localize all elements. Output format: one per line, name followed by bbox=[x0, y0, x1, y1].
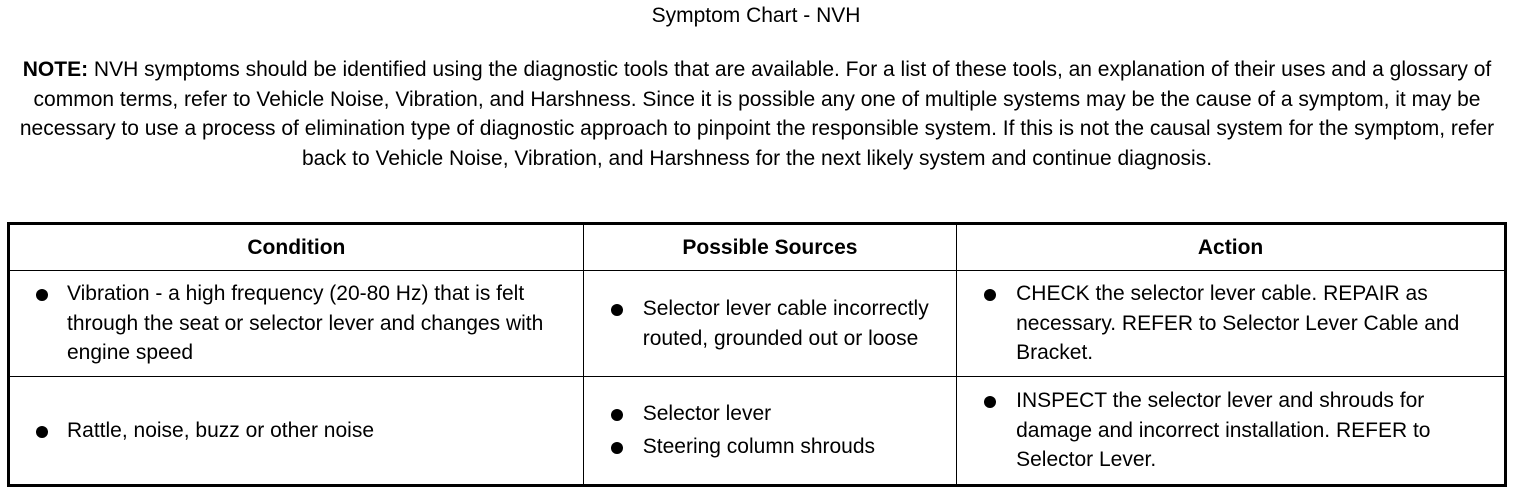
action-text: CHECK the selector lever cable. REPAIR as necessary. REFER to Selector Lever Cable and Bracket. bbox=[1016, 282, 1460, 365]
condition-text: Vibration - a high frequency (20-80 Hz) that is felt through the seat or selector lever and changes with engine speed bbox=[67, 282, 544, 365]
action-item bbox=[957, 386, 1504, 475]
bullet-icon bbox=[984, 289, 996, 301]
sources-cell bbox=[583, 377, 956, 486]
table-header-row bbox=[9, 224, 1506, 271]
page-title: Symptom Chart - NVH bbox=[651, 4, 861, 27]
condition-item bbox=[10, 279, 583, 368]
symptom-table bbox=[7, 222, 1507, 487]
bullet-icon bbox=[611, 304, 623, 316]
header-possible-sources: Possible Sources bbox=[583, 224, 956, 271]
source-text: Steering column shrouds bbox=[642, 435, 876, 458]
condition-text: Rattle, noise, buzz or other noise bbox=[67, 418, 375, 442]
source-item bbox=[584, 432, 956, 462]
action-item bbox=[957, 279, 1504, 368]
note-paragraph bbox=[8, 55, 1506, 173]
condition-item bbox=[10, 416, 583, 446]
action-cell bbox=[957, 271, 1506, 377]
bullet-icon bbox=[984, 396, 996, 408]
action-text: INSPECT the selector lever and shrouds for damage and incorrect installation. REFER to Selector Lever. bbox=[1016, 389, 1431, 472]
bullet-icon bbox=[36, 289, 48, 301]
source-text: Selector lever bbox=[642, 402, 772, 426]
condition-cell bbox=[9, 271, 584, 377]
source-item bbox=[584, 399, 956, 429]
header-action: Action bbox=[957, 224, 1506, 271]
condition-cell bbox=[9, 377, 584, 486]
table-row bbox=[9, 271, 1506, 377]
note-text: NVH symptoms should be identified using the diagnostic tools that are available. For a list of these tools, an explanation of their uses and a glossary of common terms, refer to Vehicle Noise, Vibration, and Harshness. Since it is possible any one of multiple systems may be the cause of a symptom, it may be necessary to use a process of elimination type of diagnostic approach to pinpoint the responsible system. If this is not the causal system for the symptom, refer back to Vehicle Noise, Vibration, and Harshness for the next likely system and continue diagnosis. bbox=[19, 58, 1495, 170]
bullet-icon bbox=[36, 426, 48, 438]
source-text: Selector lever cable incorrectly routed, grounded out or loose bbox=[642, 296, 929, 350]
table-row bbox=[9, 377, 1506, 486]
note-label: NOTE: bbox=[22, 58, 89, 81]
bullet-icon bbox=[611, 442, 623, 454]
bullet-icon bbox=[611, 409, 623, 421]
source-item bbox=[584, 294, 956, 353]
action-cell bbox=[957, 377, 1506, 486]
header-condition: Condition bbox=[9, 224, 584, 271]
sources-cell bbox=[583, 271, 956, 377]
